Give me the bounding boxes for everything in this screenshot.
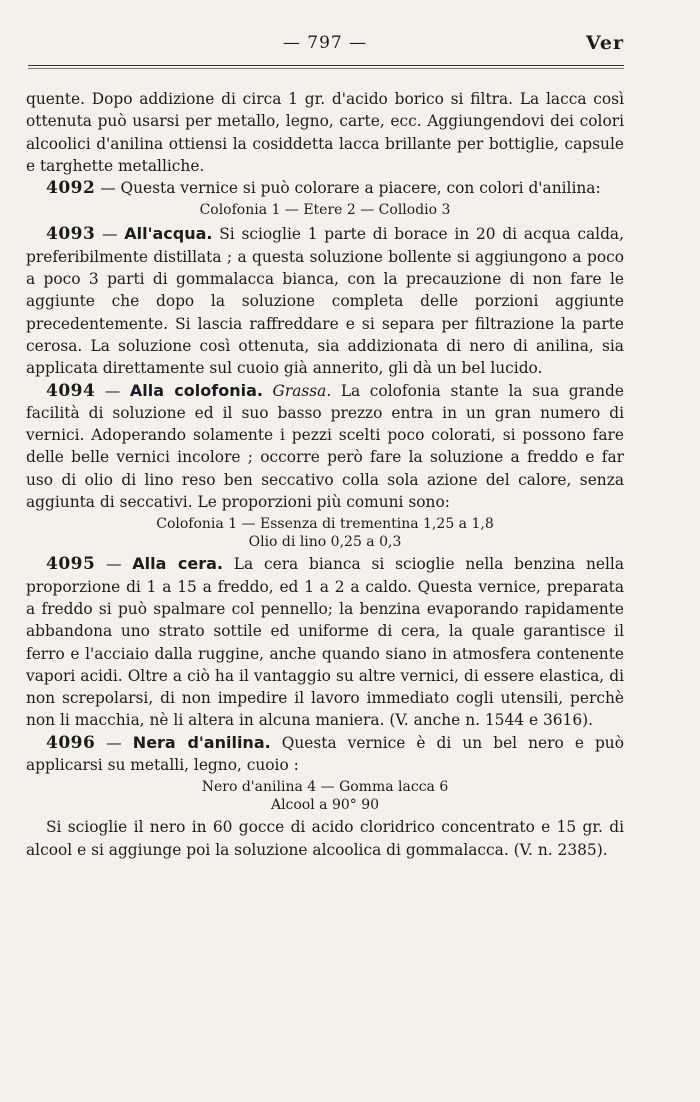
entry-dash: —: [95, 225, 125, 244]
header-rule-secondary: [28, 68, 624, 69]
entry-text: Si scioglie 1 parte di borace in 20 di acqua calda, preferibilmente distillata ; a questa soluzione bollente si aggiungono a poco a poco 3 parti di gommalacca bianca, con la precauzione di non fare le aggiunte che dopo la soluzione completa delle porzioni aggiunte precedentemente. Si lascia raffreddare e si separa per filtrazione la parte cerosa. La soluzione così ottenuta, sia addizionata di nero di anilina, sia applicata direttamente sul cuoio già annerito, gli dà un bel lucido.: [26, 225, 624, 378]
entry-dash: —: [95, 179, 121, 198]
entry-4096-continuation: Si scioglie il nero in 60 gocce di acido cloridrico concentrato e 15 gr. di alcool e si aggiunge poi la soluzione alcoolica di gommalacca. (V. n. 2385).: [26, 818, 624, 859]
entry-dash: —: [95, 733, 133, 752]
entry-text: Questa vernice è di un bel nero e può applicarsi su metalli, legno, cuoio :: [26, 733, 624, 775]
recipe-formula: [26, 515, 624, 551]
continuation-paragraph: quente. Dopo addizione di circa 1 gr. d'acido borico si filtra. La lacca così ottenuta può usarsi per metallo, legno, carte, ecc. Aggiungendovi dei colori alcoolici d'anilina ottiensi la cosiddetta lacca brillante per bottiglie, capsule e targhette metalliche.: [26, 90, 624, 175]
running-head: [26, 20, 624, 62]
entry-subtitle: Grassa.: [262, 381, 332, 400]
running-head-word: Ver: [585, 32, 624, 54]
entry-number: 4092: [46, 178, 96, 199]
recipe-formula: Colofonia 1 — Etere 2 — Collodio 3: [199, 202, 451, 219]
entry-number: 4096: [46, 732, 96, 753]
entry-title: Alla cera.: [132, 554, 224, 574]
entry-4094: [26, 380, 624, 514]
formula-line: Colofonia 1 — Essenza di trementina 1,25 a 1,8: [156, 516, 494, 533]
entry-number: 4095: [46, 554, 96, 575]
formula-line: Nero d'anilina 4 — Gomma lacca 6: [201, 779, 449, 796]
entry-title: Alla colofonia.: [129, 380, 263, 400]
entry-4092: [26, 177, 624, 199]
entry-4093: [26, 223, 624, 379]
header-rule: [28, 65, 624, 66]
entry-dash: —: [95, 555, 133, 574]
page-number: — 797 —: [282, 33, 368, 53]
entry-title: All'acqua.: [124, 224, 213, 244]
recipe-formula: [26, 778, 624, 814]
entry-title: Nera d'anilina.: [132, 732, 271, 752]
entry-4095: [26, 553, 624, 731]
entry-dash: —: [95, 381, 130, 400]
entry-text: Questa vernice si può colorare a piacere, con colori d'anilina:: [120, 179, 601, 198]
page-body: [26, 88, 624, 861]
entry-text: La cera bianca si scioglie nella benzina nella proporzione di 1 a 15 a freddo, ed 1 a 2 a caldo. Questa vernice, preparata a freddo si può spalmare col pennello; la benzina evaporando rapidamente abbandona uno strato sottile ed uniforme di cera, la quale garantisce il ferro e l'acciaio dalla ruggine, anche quando siano in atmosfera contenente vapori acidi. Oltre a ciò ha il vantaggio su altre vernici, di essere elastica, di non screpolarsi, di non impedire il lavoro immediato cogli utensili, perchè non li macchia, nè li altera in alcuna maniera. (V. anche n. 1544 e 3616).: [26, 555, 624, 730]
entry-number: 4094: [46, 380, 96, 401]
formula-line: Olio di lino 0,25 a 0,3: [248, 534, 402, 551]
entry-number: 4093: [46, 224, 96, 245]
formula-line: Alcool a 90° 90: [270, 797, 380, 814]
entry-4096: [26, 732, 624, 777]
entry-text: La colofonia stante la sua grande facilità di soluzione ed il suo basso prezzo entra in un gran numero di vernici. Adoperando solamente i pezzi scelti poco colorati, si possono fare delle belle vernici incolore ; occorre però fare la soluzione a freddo e far uso di olio di lino reso ben seccativo colla sola azione del calore, senza aggiunta di seccativi. Le proporzioni più comuni sono:: [26, 381, 624, 512]
book-page: [26, 20, 624, 859]
